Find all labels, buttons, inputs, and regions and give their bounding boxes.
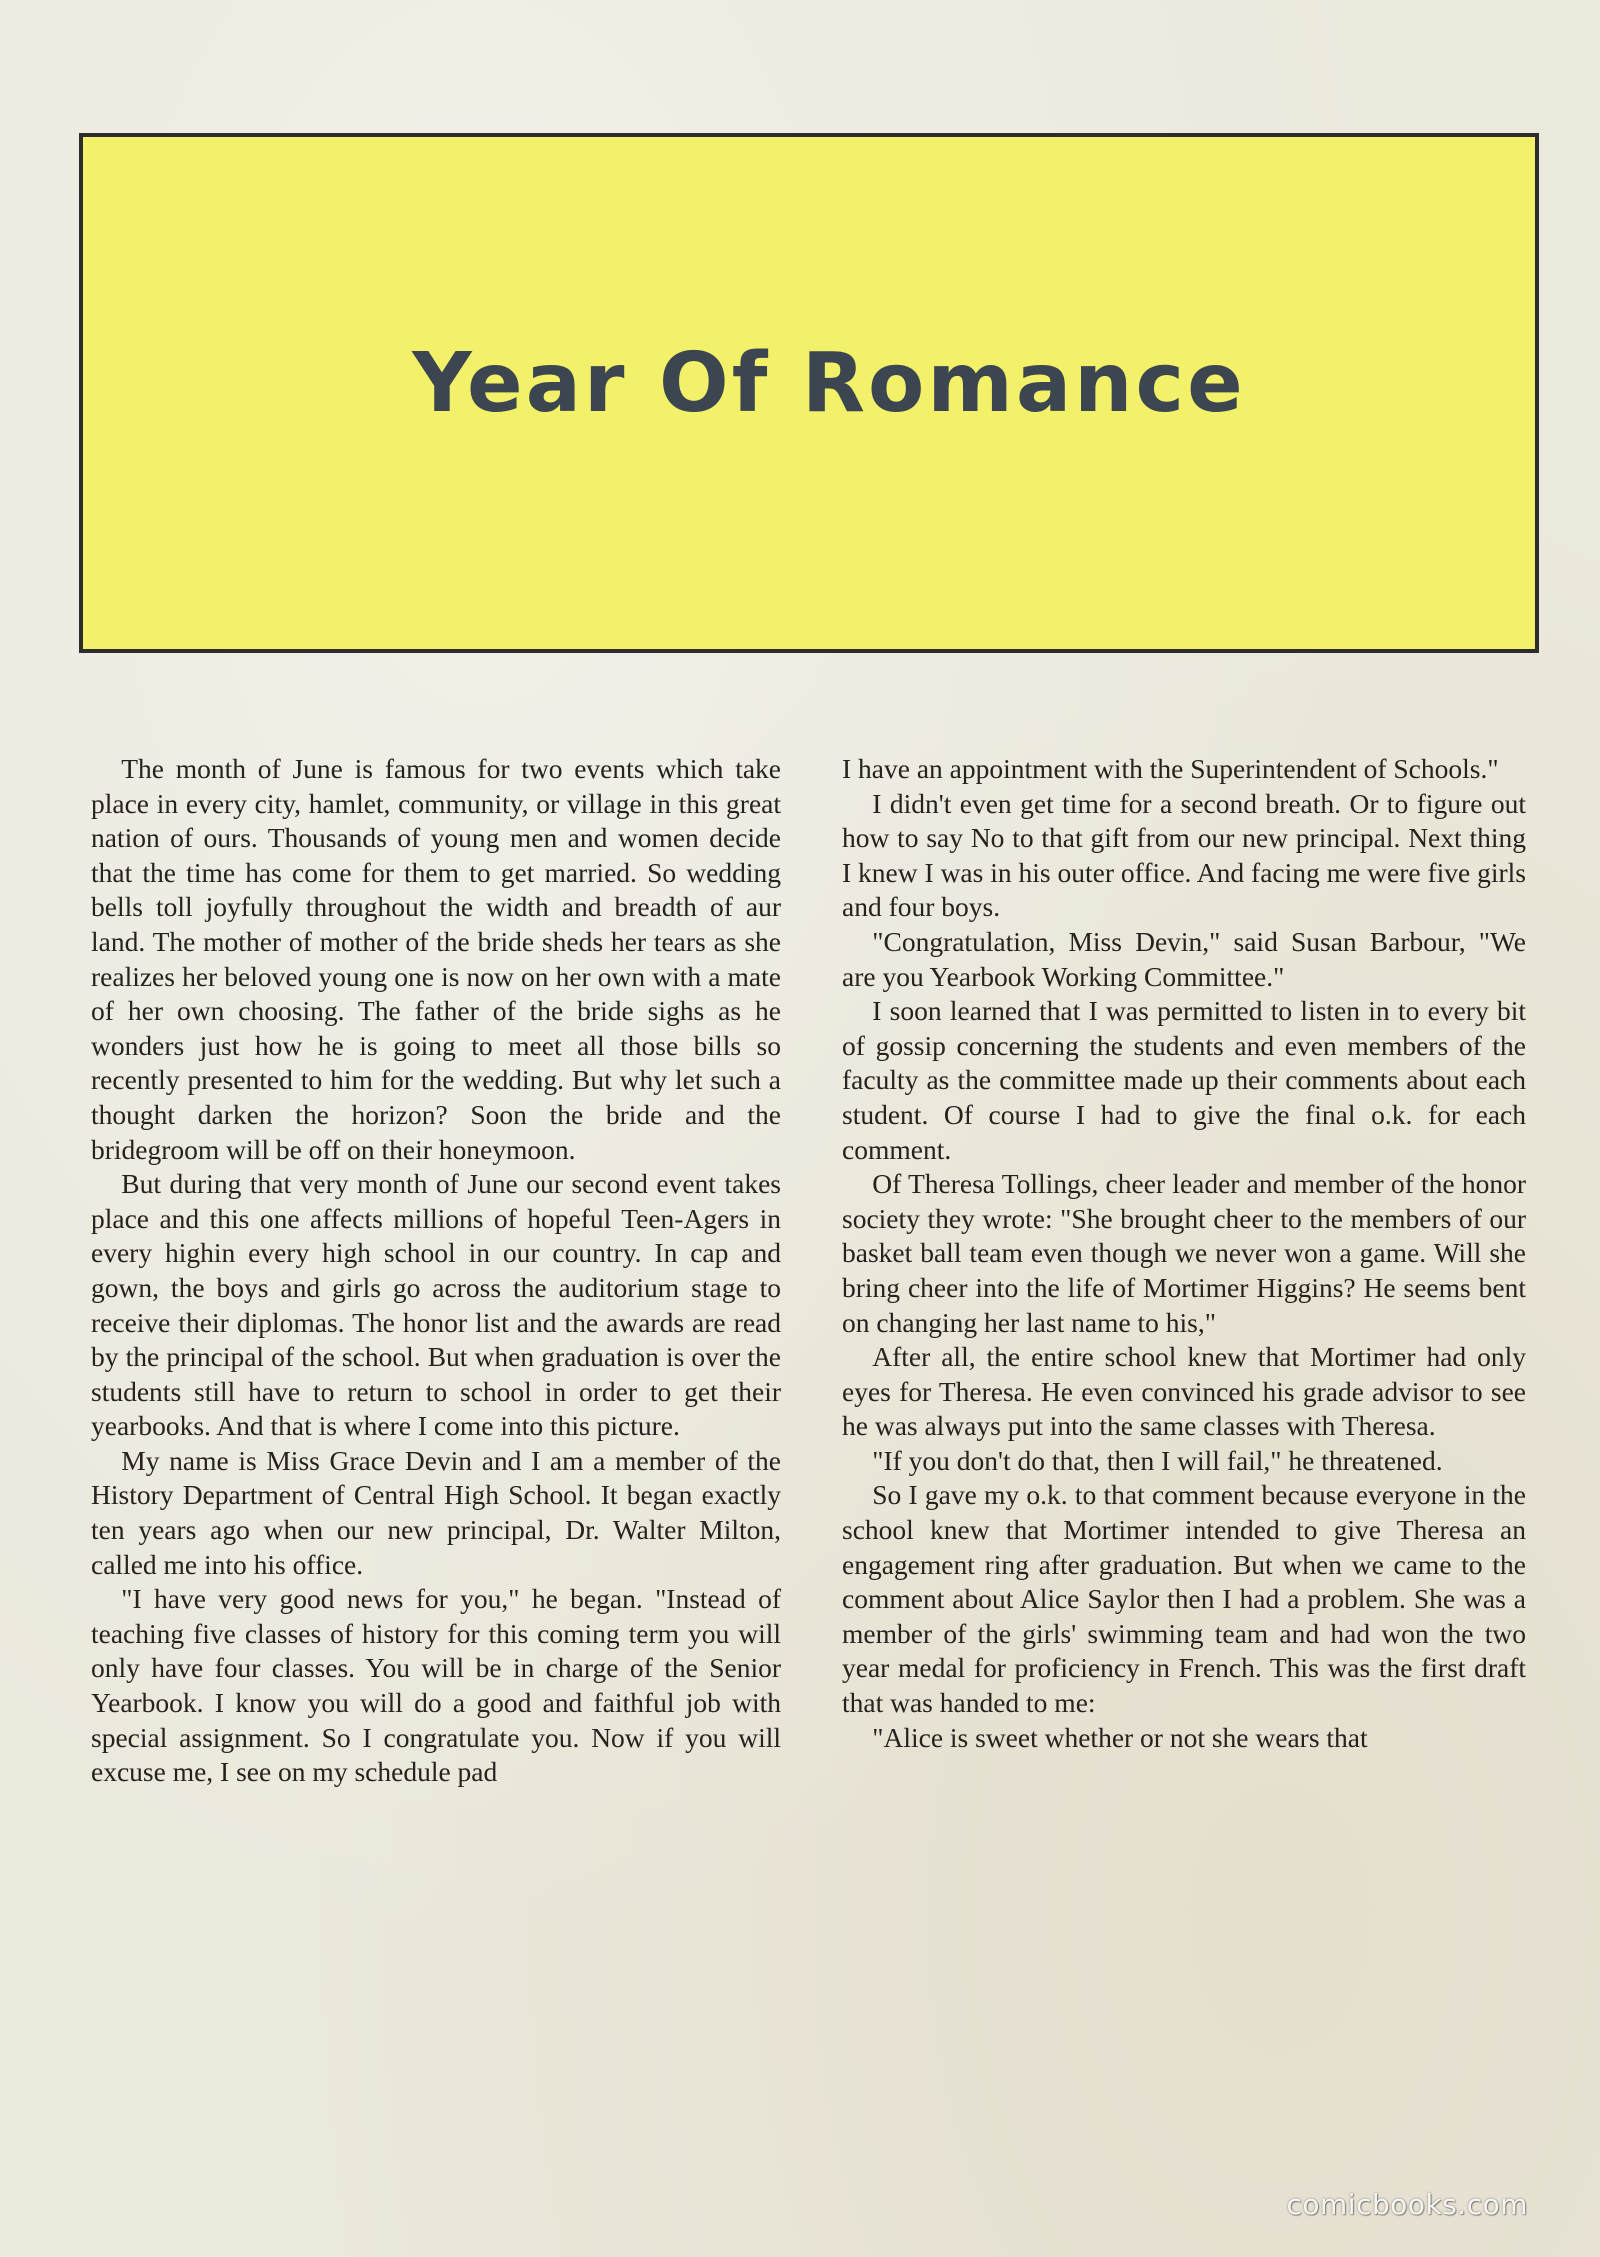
paragraph: Of Theresa Tollings, cheer leader and member of the honor society they wrote: "She brought cheer to the members of our basket ball team even though we never won a game. Will she bring cheer into the life of Mortimer Higgins? He seems bent on changing her last name to his," — [842, 1168, 1526, 1338]
paragraph: I soon learned that I was permitted to listen in to every bit of gossip concerning the students and even members of the faculty as the committee made up their comments about each student. Of course I had to give the final o.k. for each comment. — [842, 995, 1526, 1165]
paragraph: "Alice is sweet whether or not she wears that — [872, 1721, 1368, 1753]
paragraph: "Congratulation, Miss Devin," said Susan Barbour, "We are you Yearbook Working Committee." — [842, 925, 1526, 992]
paragraph: So I gave my o.k. to that comment because everyone in the school knew that Mortimer intended to give Theresa an engagement ring after graduation. But when we came to the comment about Alice Saylor then I had a problem. She was a member of the girls' swimming team and had won the two year medal for proficiency in French. This was the first draft that was handed to me: — [842, 1479, 1526, 1719]
paragraph-continued: I have an appointment with the Superintendent of Schools." — [842, 753, 1499, 784]
story-title: Year Of Romance — [412, 335, 1246, 431]
left-text-column — [91, 752, 781, 1790]
paragraph: "If you don't do that, then I will fail," he threatened. — [872, 1444, 1443, 1476]
site-watermark: comicbooks.com — [1286, 2188, 1528, 2221]
paragraph: After all, the entire school knew that Mortimer had only eyes for Theresa. He even convinced his grade advisor to see he was always put into the same classes with Theresa. — [842, 1341, 1526, 1442]
paragraph: I didn't even get time for a second breath. Or to figure out how to say No to that gift from our new principal. Next thing I knew I was in his outer office. And facing me were five girls and four boys. — [842, 787, 1526, 923]
right-text-column — [842, 752, 1526, 1755]
paragraph: But during that very month of June our second event takes place and this one affects millions of hopeful Teen-Agers in every highin every high school in our country. In cap and gown, the boys and girls go across the auditorium stage to receive their diplomas. The honor list and the awards are read by the principal of the school. But when graduation is over the students still have to return to school in order to get their yearbooks. And that is where I come into this picture. — [91, 1168, 781, 1442]
title-panel — [79, 133, 1539, 653]
paragraph: The month of June is famous for two events which take place in every city, hamlet, community, or village in this great nation of ours. Thousands of young men and women decide that the time has come for them to get married. So wedding bells toll joyfully throughout the width and breadth of aur land. The mother of mother of the bride sheds her tears as she realizes her beloved young one is now on her own with a mate of her own choosing. The father of the bride sighs as he wonders just how he is going to meet all those bills so recently presented to him for the wedding. But why let such a thought darken the horizon? Soon the bride and the bridegroom will be off on their honeymoon. — [91, 753, 781, 1165]
paragraph: My name is Miss Grace Devin and I am a member of the History Department of Central High School. It began exactly ten years ago when our new principal, Dr. Walter Milton, called me into his office. — [91, 1444, 781, 1580]
paragraph: "I have very good news for you," he began. "Instead of teaching five classes of history for this coming term you will only have four classes. You will be in charge of the Senior Yearbook. I know you will do a good and faithful job with special assignment. So I congratulate you. Now if you will excuse me, I see on my schedule pad — [91, 1583, 781, 1788]
